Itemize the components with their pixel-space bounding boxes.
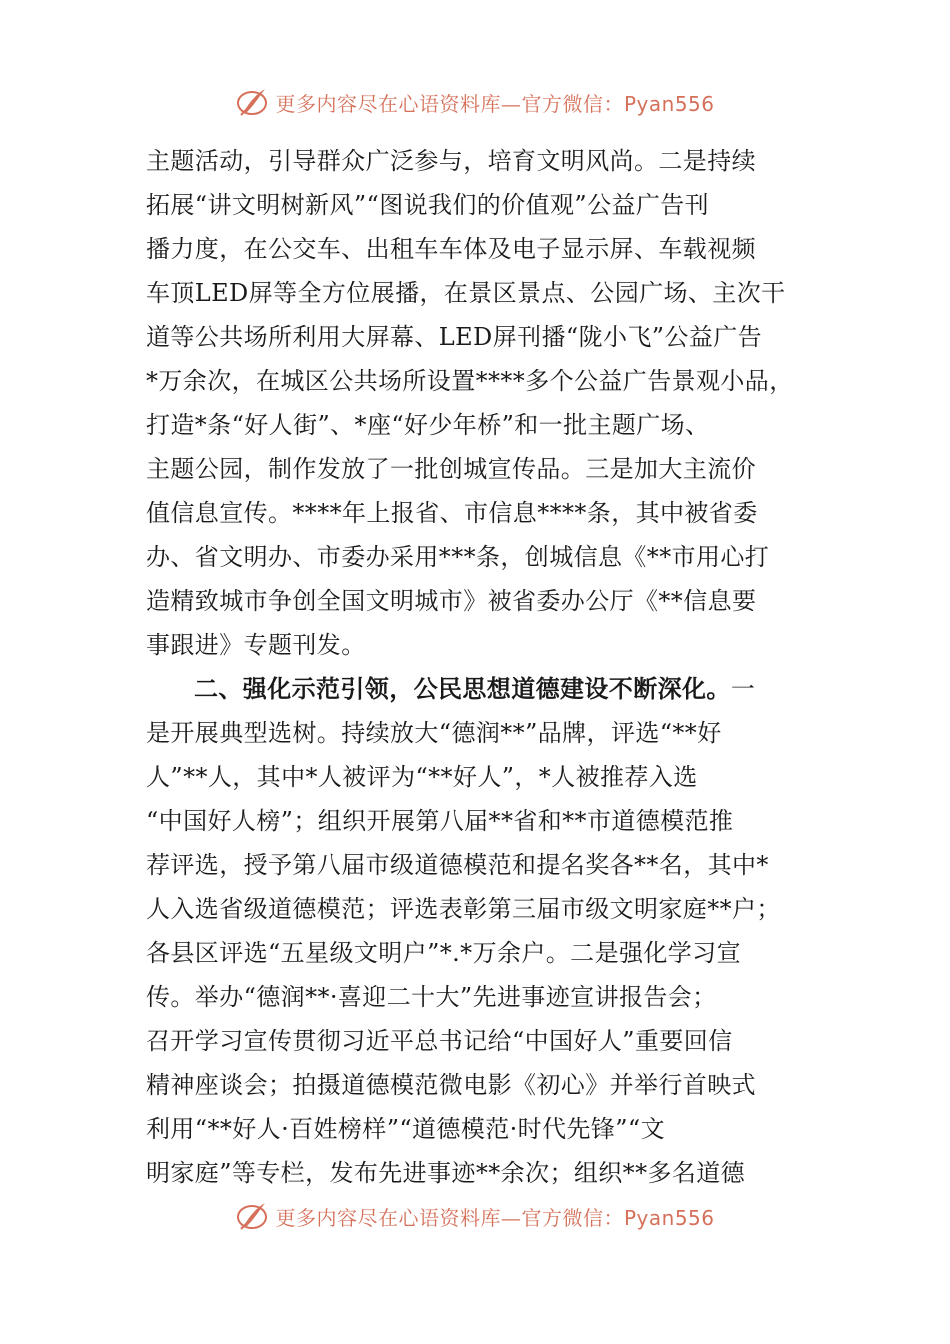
document-body — [146, 139, 806, 1195]
text-line: 车顶LED屏等全方位展播，在景区景点、公园广场、主次干 — [146, 279, 786, 307]
text-line: 主题公园，制作发放了一批创城宣传品。三是加大主流价 — [146, 455, 756, 483]
text-line: 召开学习宣传贯彻习近平总书记给“中国好人”重要回信 — [146, 1027, 733, 1055]
section-two-first-line — [146, 667, 806, 711]
text-line: 传。举办“德润**·喜迎二十大”先进事迹宣讲报告会； — [146, 983, 717, 1011]
text-line: 办、省文明办、市委办采用***条，创城信息《**市用心打 — [146, 543, 770, 571]
header-banner — [0, 82, 950, 122]
text-line: 利用“**好人·百姓榜样”“道德模范·时代先锋”“文 — [146, 1115, 666, 1143]
text-line: 造精致城市争创全国文明城市》被省委办公厅《**信息要 — [146, 587, 757, 615]
section-heading: 二、强化示范引领，公民思想道德建设不断深化。 — [194, 674, 731, 703]
text-line: 明家庭”等专栏，发布先进事迹**余次；组织**多名道德 — [146, 1159, 746, 1187]
footer-banner-text: 更多内容尽在心语资料库—官方微信：Pyan556 — [275, 1205, 715, 1230]
quill-logo-icon — [235, 85, 269, 119]
text-line: 是开展典型选树。持续放大“德润**”品牌，评选“**好 — [146, 719, 722, 747]
text-line: 人入选省级道德模范；评选表彰第三届市级文明家庭**户； — [146, 895, 781, 923]
footer-banner — [0, 1202, 950, 1242]
text-line: 打造*条“好人街”、*座“好少年桥”和一批主题广场、 — [146, 411, 710, 439]
text-line: 播力度，在公交车、出租车车体及电子显示屏、车载视频 — [146, 235, 756, 263]
text-line: 精神座谈会；拍摄道德模范微电影《初心》并举行首映式 — [146, 1071, 756, 1099]
text-line: 各县区评选“五星级文明户”*.*万余户。二是强化学习宣 — [146, 939, 741, 967]
text-line: 事跟进》专题刊发。 — [146, 631, 366, 659]
text-line: “中国好人榜”；组织开展第八届**省和**市道德模范推 — [146, 807, 734, 835]
text-line: 人”**人，其中*人被评为“**好人”，*人被推荐入选 — [146, 763, 698, 791]
heading-trailing-text: 一 — [730, 675, 756, 703]
text-line: 值信息宣传。****年上报省、市信息****条，其中被省委 — [146, 499, 758, 527]
text-line: 拓展“讲文明树新风”“图说我们的价值观”公益广告刊 — [146, 191, 710, 219]
text-line: 道等公共场所利用大屏幕、LED屏刊播“陇小飞”公益广告 — [146, 323, 763, 351]
text-line: 主题活动，引导群众广泛参与，培育文明风尚。二是持续 — [146, 147, 756, 175]
quill-logo-icon — [235, 1202, 269, 1233]
text-line: *万余次，在城区公共场所设置****多个公益广告景观小品， — [146, 367, 794, 395]
text-line: 荐评选，授予第八届市级道德模范和提名奖各**名，其中* — [146, 851, 769, 879]
header-banner-text: 更多内容尽在心语资料库—官方微信：Pyan556 — [275, 91, 715, 116]
